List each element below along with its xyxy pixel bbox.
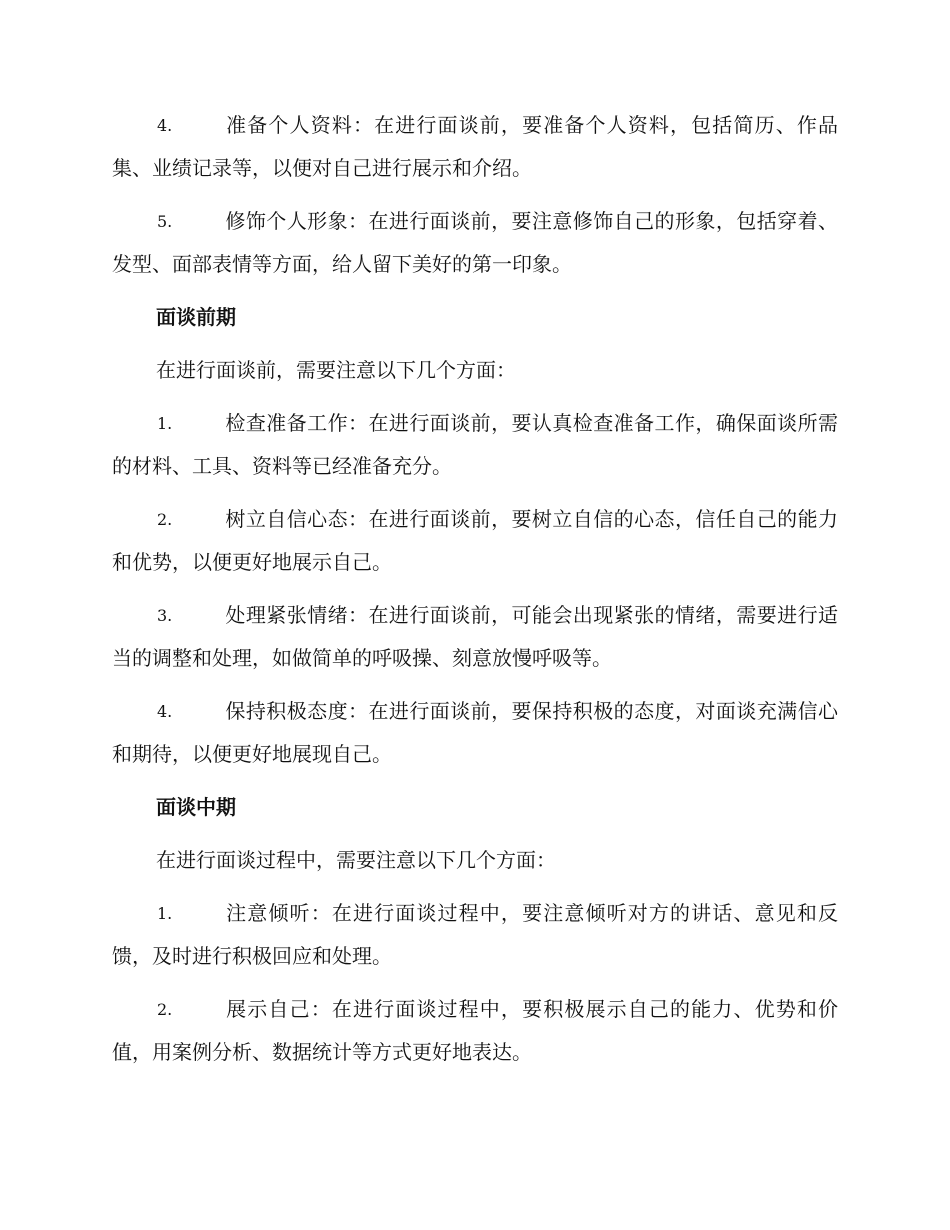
list-number: 2. <box>157 1000 173 1019</box>
list-item-text: 展示自己：在进行面谈过程中，要积极展示自己的能力、优势和价值，用案例分析、数据统计等方式更好地表达。 <box>112 997 838 1064</box>
list-number: 1. <box>157 414 173 433</box>
list-item <box>112 988 838 1074</box>
list-item-text: 准备个人资料：在进行面谈前，要准备个人资料，包括简历、作品集、业绩记录等，以便对自己进行展示和介绍。 <box>112 113 838 180</box>
list-item <box>112 892 838 978</box>
list-item <box>112 594 838 680</box>
list-item <box>112 690 838 776</box>
list-number: 1. <box>157 904 173 923</box>
list-item-text: 检查准备工作：在进行面谈前，要认真检查准备工作，确保面谈所需的材料、工具、资料等已经准备充分。 <box>112 411 838 478</box>
document-page <box>112 104 838 1084</box>
list-number: 2. <box>157 510 173 529</box>
list-item-text: 注意倾听：在进行面谈过程中，要注意倾听对方的讲话、意见和反馈，及时进行积极回应和处理。 <box>112 901 838 968</box>
section-heading-pre-interview: 面谈前期 <box>156 305 236 329</box>
list-item <box>112 402 838 488</box>
list-item-text: 修饰个人形象：在进行面谈前，要注意修饰自己的形象，包括穿着、发型、面部表情等方面，给人留下美好的第一印象。 <box>112 209 838 276</box>
list-number: 4. <box>157 116 173 135</box>
section-heading-mid-interview: 面谈中期 <box>156 795 236 819</box>
list-item-text: 保持积极态度：在进行面谈前，要保持积极的态度，对面谈充满信心和期待，以便更好地展现自己。 <box>112 699 838 766</box>
list-number: 3. <box>157 606 173 625</box>
list-item <box>112 498 838 584</box>
list-number: 5. <box>157 212 173 231</box>
list-item <box>112 104 838 190</box>
list-number: 4. <box>157 702 173 721</box>
list-item-text: 处理紧张情绪：在进行面谈前，可能会出现紧张的情绪，需要进行适当的调整和处理，如做简单的呼吸操、刻意放慢呼吸等。 <box>112 603 838 670</box>
section-intro: 在进行面谈前，需要注意以下几个方面： <box>156 358 516 382</box>
list-item-text: 树立自信心态：在进行面谈前，要树立自信的心态，信任自己的能力和优势，以便更好地展示自己。 <box>112 507 838 574</box>
list-item <box>112 200 838 286</box>
section-intro: 在进行面谈过程中，需要注意以下几个方面： <box>156 848 556 872</box>
